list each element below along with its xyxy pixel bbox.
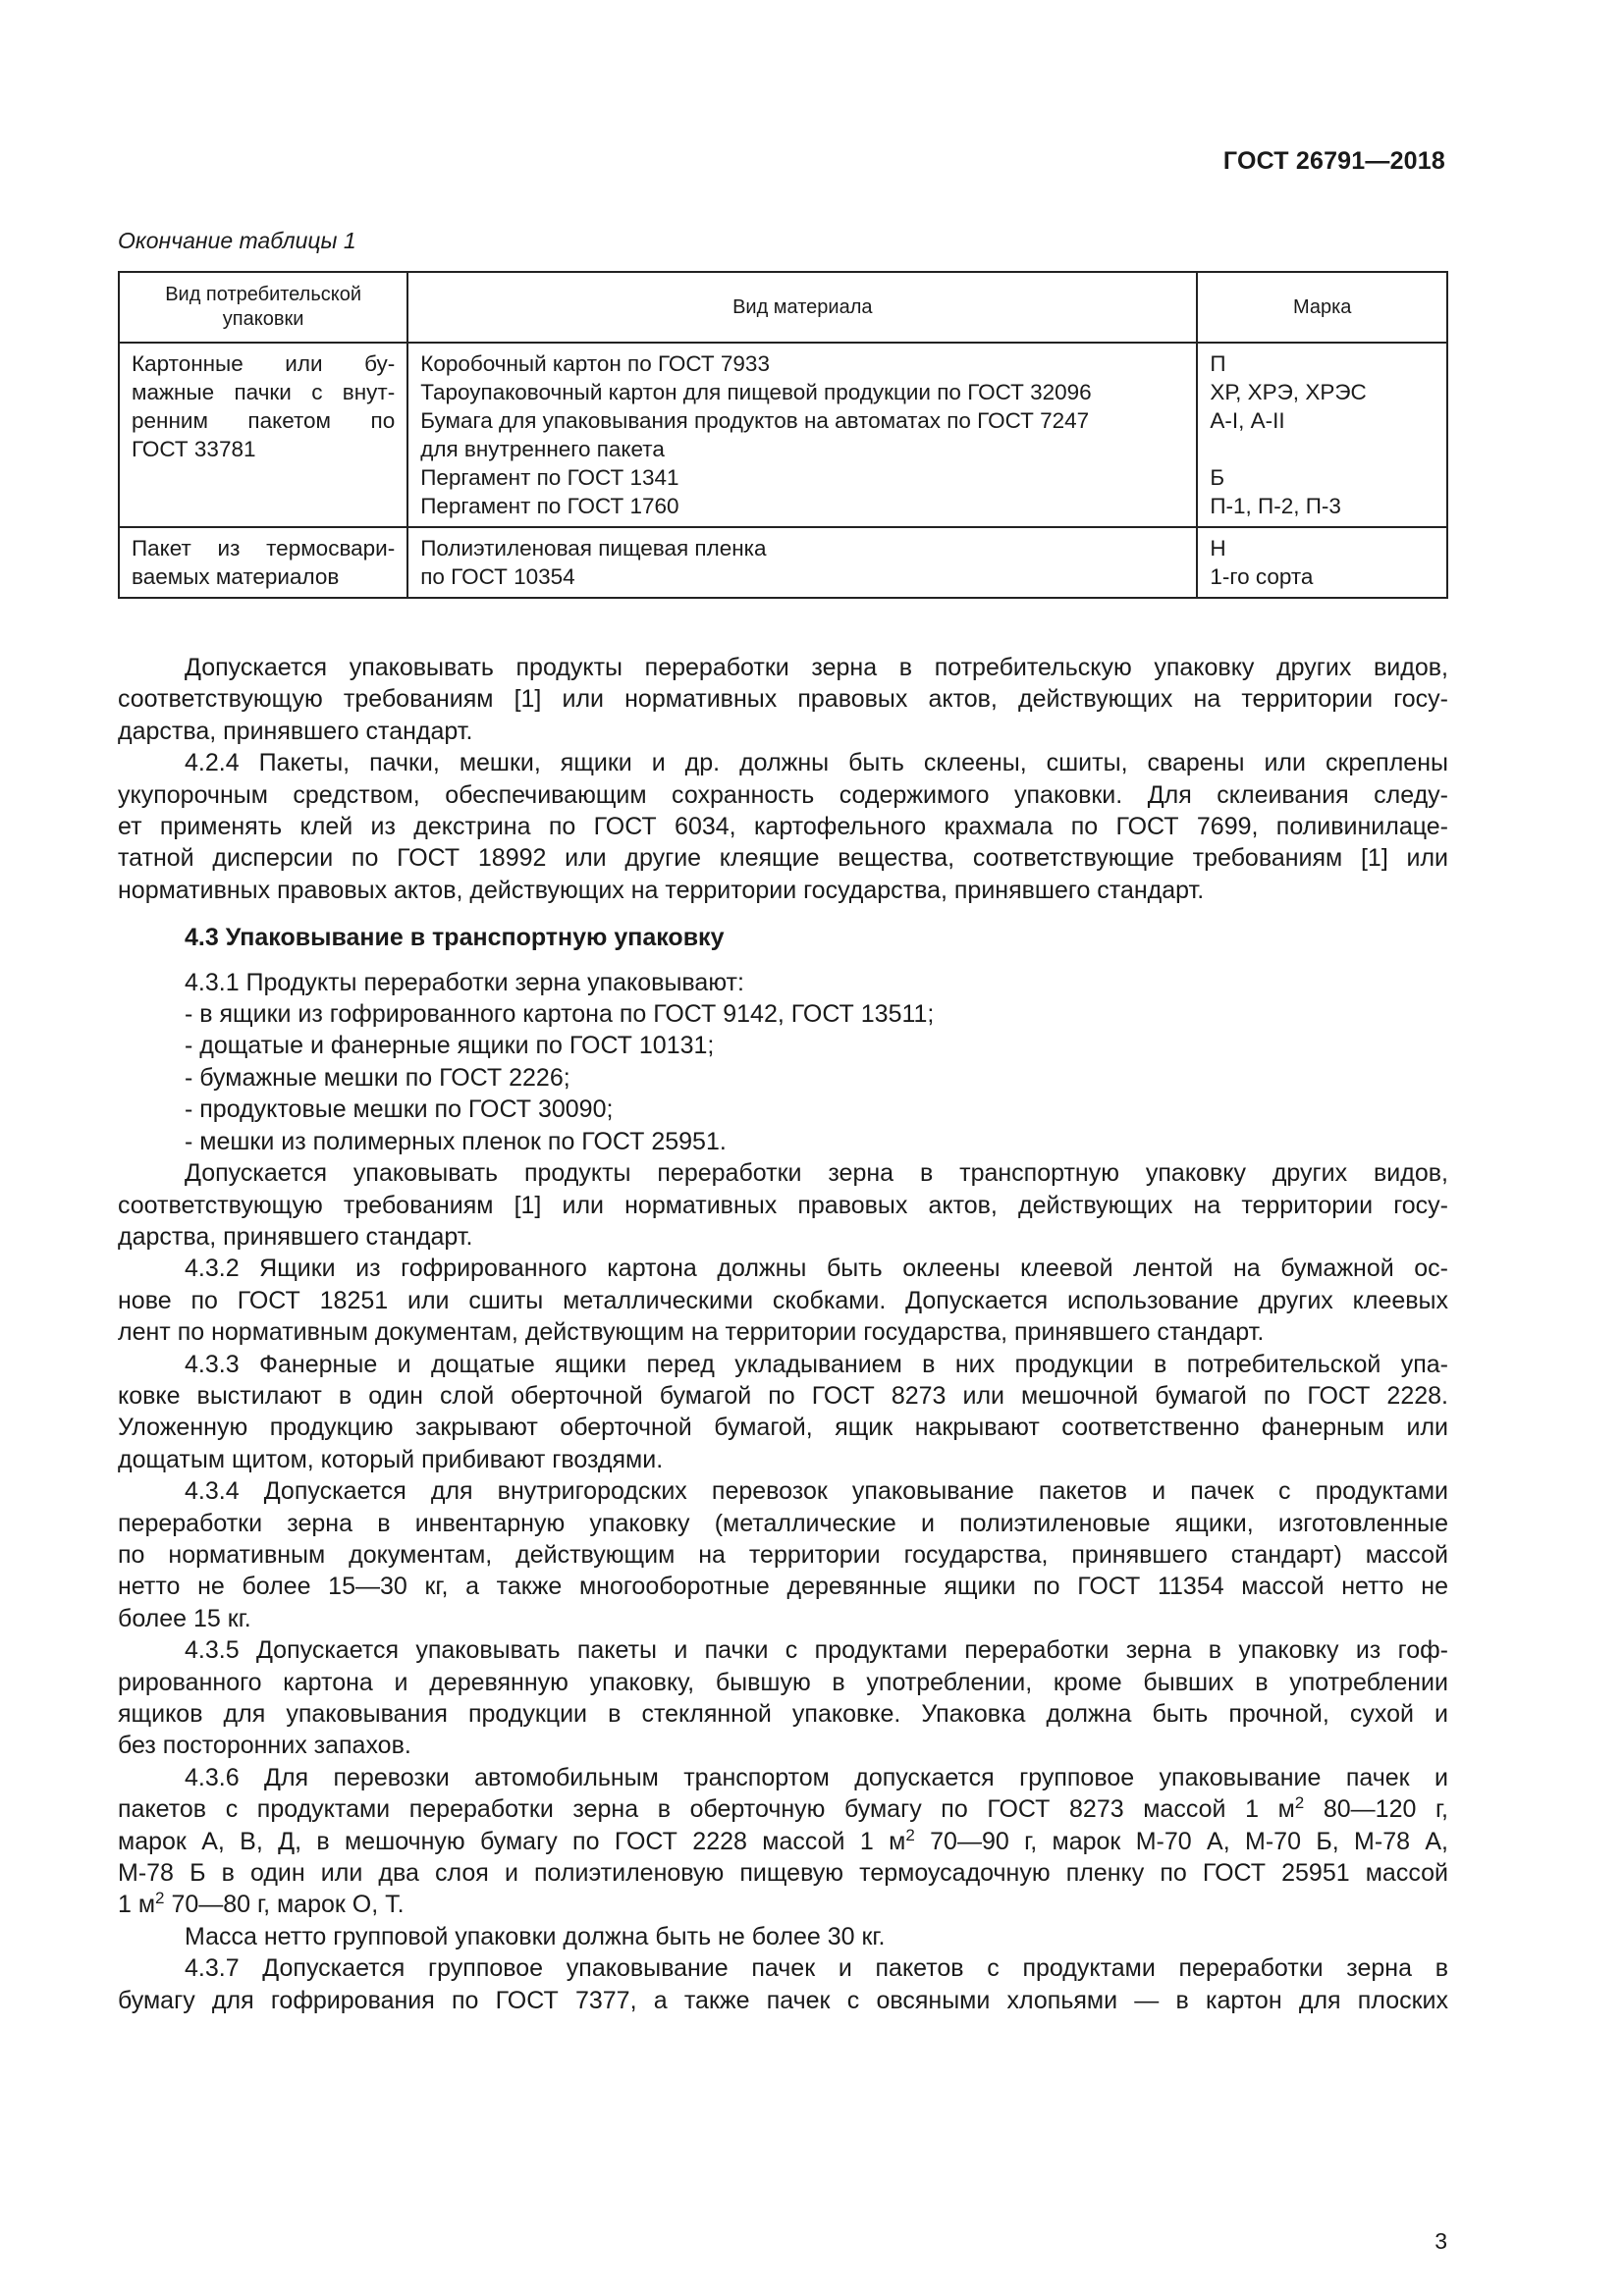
text-line: Допускается упаковывать продукты переработки зерна в транспортную упаковку других видов,	[185, 1159, 1448, 1188]
document-body	[118, 652, 1448, 2016]
text-line	[118, 1826, 1448, 1857]
text-line: соответствующую требованиям [1] или нормативных правовых актов, действующих на территории госу-	[118, 1191, 1448, 1219]
cell-line: для внутреннего пакета	[420, 437, 665, 461]
text-line: без посторонних запахов.	[118, 1732, 411, 1760]
cell-line: П-1, П-2, П-3	[1210, 494, 1341, 518]
superscript: 2	[905, 1825, 915, 1844]
bullet-list	[118, 998, 1448, 1157]
text-line: 4.3.6 Для перевозки автомобильным транспортом допускается групповое упаковывание пачек и	[185, 1763, 1448, 1791]
table-cell-grade	[1197, 527, 1447, 598]
cell-line	[1210, 435, 1435, 463]
materials-table	[118, 271, 1448, 599]
list-item: - в ящики из гофрированного картона по ГОСТ 9142, ГОСТ 13511;	[185, 1000, 935, 1029]
text-line: дарства, принявшего стандарт.	[118, 717, 473, 745]
text-line: лент по нормативным документам, действующим на территории государства, принявшего стандарт.	[118, 1318, 1265, 1347]
cell-line: Тароупаковочный картон для пищевой продукции по ГОСТ 32096	[420, 380, 1092, 404]
cell-line: ГОСТ 33781	[132, 437, 256, 461]
paragraph	[118, 747, 1448, 906]
cell-line: мажные пачки с внут-	[132, 380, 396, 404]
cell-line: Коробочный картон по ГОСТ 7933	[420, 351, 770, 376]
cell-line: ренним пакетом по	[132, 408, 396, 433]
table-cell-material	[407, 343, 1197, 527]
cell-line: Б	[1210, 465, 1225, 490]
paragraph	[118, 1634, 1448, 1762]
text-line: татной дисперсии по ГОСТ 18992 или другие клеящие вещества, соответствующие требованиям [1] или	[118, 844, 1448, 873]
cell-line: ваемых материалов	[132, 564, 340, 589]
text-fragment: 70—90 г, марок М-70 А, М-70 Б, М-78 А,	[914, 1827, 1448, 1855]
text-line: 4.3.5 Допускается упаковывать пакеты и пачки с продуктами переработки зерна в упаковку из гоф-	[185, 1636, 1448, 1665]
text-line: Допускается упаковывать продукты переработки зерна в потребительскую упаковку других видов,	[185, 654, 1448, 681]
text-line: 4.3.4 Допускается для внутригородских перевозок упаковывание пакетов и пачек с продуктами	[185, 1477, 1448, 1506]
text-line: дарства, принявшего стандарт.	[118, 1222, 473, 1251]
list-item: - дощатые и фанерные ящики по ГОСТ 10131;	[185, 1032, 715, 1060]
cell-line: Полиэтиленовая пищевая пленка	[420, 536, 767, 561]
text-line: рированного картона и деревянную упаковку, бывшую в употреблении, кроме бывших в употреблении	[118, 1668, 1448, 1696]
cell-line: П	[1210, 351, 1226, 376]
text-line	[118, 1889, 1448, 1920]
text-line: 4.3.2 Ящики из гофрированного картона должны быть оклеены клеевой лентой на бумажной ос-	[185, 1255, 1448, 1283]
list-item: - мешки из полимерных пленок по ГОСТ 25951.	[185, 1127, 727, 1155]
superscript: 2	[1294, 1793, 1305, 1813]
paragraph	[118, 1921, 1448, 1952]
page-number: 3	[1435, 2228, 1447, 2254]
cell-line: по ГОСТ 10354	[420, 564, 575, 589]
cell-line: Пакет из термосвари-	[132, 536, 396, 561]
text-line: переработки зерна в инвентарную упаковку (металлические и полиэтиленовые ящики, изготовленные	[118, 1509, 1448, 1537]
text-fragment: 70—80 г, марок О, Т.	[164, 1891, 405, 1919]
table-row	[119, 527, 1447, 598]
text-line: 4.3.3 Фанерные и дощатые ящики перед укладыванием в них продукции в потребительской упа-	[185, 1350, 1448, 1378]
text-line: 4.3.7 Допускается групповое упаковывание пачек и пакетов с продуктами переработки зерна в	[185, 1954, 1448, 1983]
text-line: соответствующую требованиям [1] или нормативных правовых актов, действующих на территории госу-	[118, 685, 1448, 714]
text-fragment: пакетов с продуктами переработки зерна в оберточную бумагу по ГОСТ 8273 массой 1 м	[118, 1795, 1295, 1824]
text-line: нормативных правовых актов, действующих на территории государства, принявшего стандарт.	[118, 876, 1205, 904]
table-header-row	[119, 272, 1447, 343]
column-header-packaging-text: Вид потребительской упаковки	[165, 284, 362, 330]
text-fragment: 80—120 г,	[1304, 1795, 1448, 1824]
cell-line: ХР, ХРЭ, ХРЭС	[1210, 380, 1367, 404]
paragraph	[118, 1762, 1448, 1921]
text-line	[118, 1793, 1448, 1825]
text-line: по нормативным документам, действующим на территории государства, принявшего стандарт) массой	[118, 1540, 1448, 1569]
text-line: нове по ГОСТ 18251 или сшиты металлическими скобками. Допускается использование других клеевых	[118, 1286, 1448, 1314]
cell-line: Бумага для упаковывания продуктов на автоматах по ГОСТ 7247	[420, 408, 1090, 433]
column-header-material: Вид материала	[407, 272, 1197, 343]
text-line: бумагу для гофрирования по ГОСТ 7377, а также пачек с овсяными хлопьями — в картон для плоских	[118, 1986, 1448, 2014]
table-cell-grade	[1197, 343, 1447, 527]
paragraph	[118, 652, 1448, 747]
paragraph	[118, 1157, 1448, 1253]
list-item: - бумажные мешки по ГОСТ 2226;	[185, 1063, 570, 1092]
superscript: 2	[155, 1889, 165, 1908]
table-row	[119, 343, 1447, 527]
text-line: ет применять клей из декстрина по ГОСТ 6034, картофельного крахмала по ГОСТ 7699, поливинилаце-	[118, 813, 1448, 841]
text-line: 4.2.4 Пакеты, пачки, мешки, ящики и др. должны быть склеены, сшиты, сварены или скреплены	[185, 749, 1448, 777]
text-line: укупорочным средством, обеспечивающим сохранность содержимого упаковки. Для склеивания следу-	[118, 780, 1448, 809]
paragraph	[118, 1253, 1448, 1348]
cell-line: А-I, А-II	[1210, 408, 1285, 433]
cell-line: Картонные или бу-	[132, 351, 396, 376]
text-line: дощатым щитом, который прибивают гвоздями.	[118, 1445, 664, 1473]
text-line: Уложенную продукцию закрывают оберточной бумагой, ящик накрывают соответственно фанерным или	[118, 1414, 1448, 1442]
column-header-packaging	[119, 272, 407, 343]
cell-line: Пергамент по ГОСТ 1760	[420, 494, 679, 518]
text-line: ящиков для упаковывания продукции в стеклянной упаковке. Упаковка должна быть прочной, сухой и	[118, 1700, 1448, 1728]
text-fragment: марок А, В, Д, в мешочную бумагу по ГОСТ 2228 массой 1 м	[118, 1827, 906, 1855]
paragraph	[118, 1349, 1448, 1476]
text-line: М-78 Б в один или два слоя и полиэтиленовую пищевую термоусадочную пленку по ГОСТ 25951 массой	[118, 1859, 1448, 1888]
column-header-grade: Марка	[1197, 272, 1447, 343]
table-caption: Окончание таблицы 1	[118, 228, 356, 253]
paragraph	[118, 967, 1448, 998]
text-fragment: 1 м	[118, 1891, 156, 1919]
paragraph	[118, 1952, 1448, 2016]
text-line: 4.3.1 Продукты переработки зерна упаковывают:	[185, 968, 744, 996]
section-heading: 4.3 Упаковывание в транспортную упаковку	[185, 924, 725, 952]
list-item: - продуктовые мешки по ГОСТ 30090;	[185, 1095, 614, 1124]
document-standard-id: ГОСТ 26791—2018	[1222, 147, 1445, 175]
text-line: нетто не более 15—30 кг, а также многооборотные деревянные ящики по ГОСТ 11354 массой нетто не	[118, 1573, 1448, 1601]
text-line: более 15 кг.	[118, 1604, 251, 1632]
cell-line: 1-го сорта	[1210, 564, 1314, 589]
cell-line: Н	[1210, 536, 1226, 561]
table-cell-packaging	[119, 343, 407, 527]
text-line: Масса нетто групповой упаковки должна быть не более 30 кг.	[185, 1922, 886, 1950]
table-cell-material	[407, 527, 1197, 598]
cell-line: Пергамент по ГОСТ 1341	[420, 465, 679, 490]
text-line: ковке выстилают в один слой оберточной бумагой по ГОСТ 8273 или мешочной бумагой по ГОСТ 2228.	[118, 1381, 1448, 1410]
paragraph	[118, 1475, 1448, 1634]
table-cell-packaging	[119, 527, 407, 598]
